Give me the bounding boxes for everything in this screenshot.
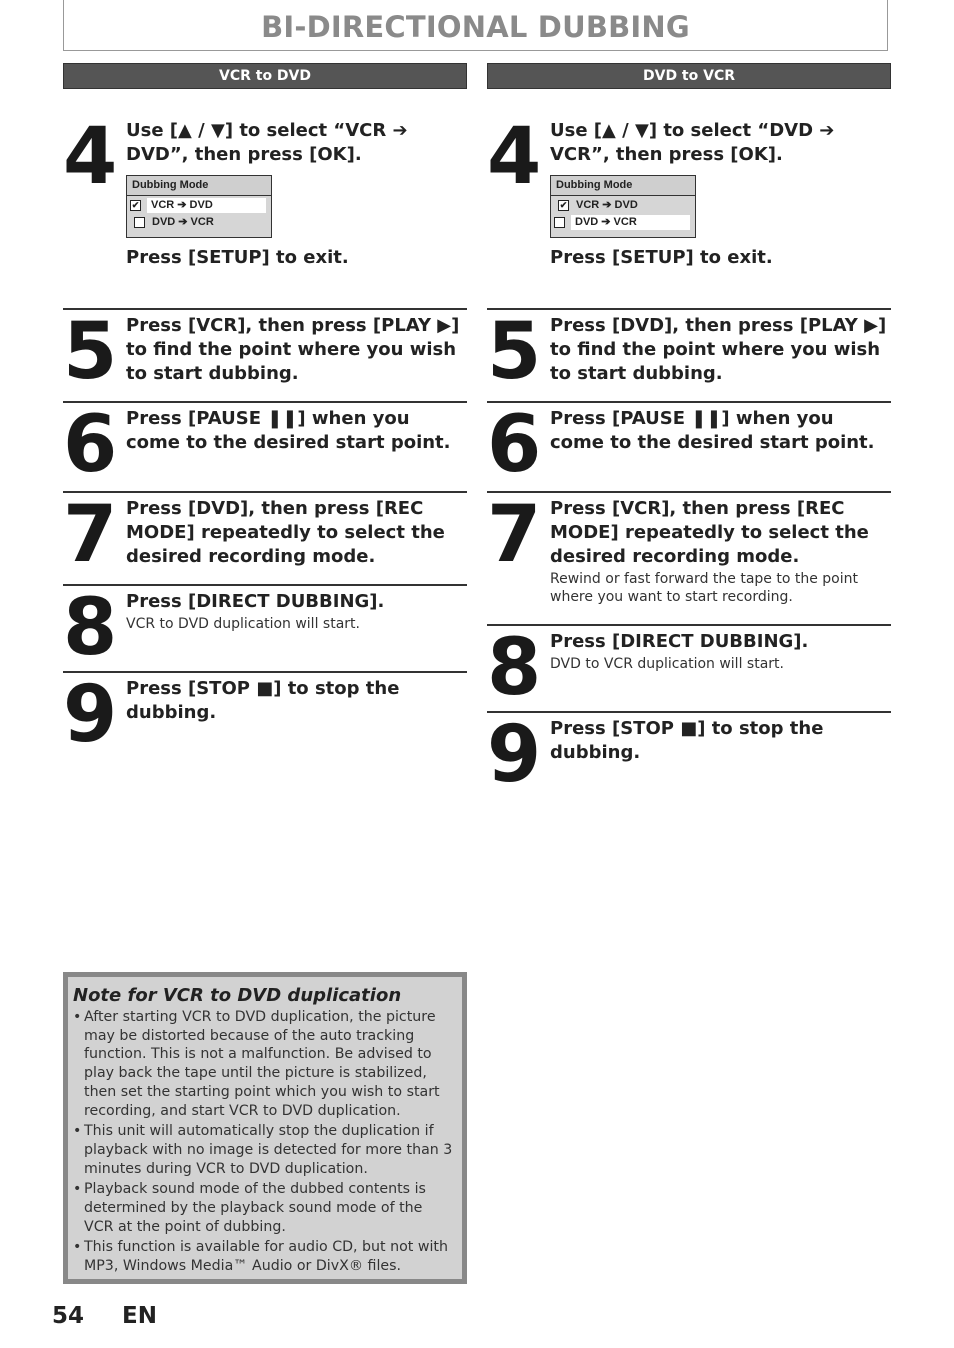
step-instruction: Press [DVD], then press [PLAY ▶] to find the point where you wish to start dubbing. xyxy=(550,315,887,384)
list-item: • This function is available for audio CD, but not with MP3, Windows Media™ Audio or DivX® files. xyxy=(73,1238,454,1275)
checked-checkbox-icon: ✔ xyxy=(559,200,568,210)
menu-option-dvd-to-vcr xyxy=(571,215,690,230)
note-content xyxy=(68,977,462,1279)
column-dvd-to-vcr xyxy=(487,63,891,803)
step-number: 8 xyxy=(487,623,538,713)
menu-option-vcr-to-dvd xyxy=(131,198,266,213)
dubbing-mode-menu xyxy=(126,175,272,238)
step-number: 4 xyxy=(63,112,114,202)
menu-option-label: DVD ➔ VCR xyxy=(575,216,637,228)
step-number: 6 xyxy=(63,400,114,490)
step-note: Rewind or fast forward the tape to the point where you want to start recording. xyxy=(550,571,858,605)
menu-title: Dubbing Mode xyxy=(127,176,271,196)
step-number: 8 xyxy=(63,583,114,673)
menu-option-label: VCR ➔ DVD xyxy=(151,199,213,211)
list-item: • Playback sound mode of the dubbed contents is determined by the playback sound mode of the VCR at the point of dubbing. xyxy=(73,1180,454,1236)
step-instruction: Press [DIRECT DUBBING]. xyxy=(550,631,809,652)
step-number: 5 xyxy=(487,307,538,397)
list-item: • After starting VCR to DVD duplication, the picture may be distorted because of the auto tracking function. This is not a malfunction. Be advised to play back the tape until the picture is stabilized, then set the starting point which you wish to start recording, and start VCR to DVD duplication. xyxy=(73,1008,454,1120)
step-instruction: Use [▲ / ▼] to select “DVD ➔ VCR”, then press [OK]. xyxy=(550,120,835,165)
step-note: DVD to VCR duplication will start. xyxy=(550,656,784,672)
step-instruction: Press [VCR], then press [PLAY ▶] to find the point where you wish to start dubbing. xyxy=(126,315,460,384)
step-instruction: Press [PAUSE ❚❚] when you come to the desired start point. xyxy=(126,408,451,453)
column-vcr-to-dvd xyxy=(63,63,467,763)
step-8 xyxy=(63,583,467,673)
note-list xyxy=(73,1008,454,1276)
step-number: 7 xyxy=(487,490,538,580)
page-title: BI-DIRECTIONAL DUBBING xyxy=(261,10,690,44)
checkbox-icon xyxy=(134,217,145,228)
step-number: 7 xyxy=(63,490,114,580)
step-8 xyxy=(487,623,891,713)
menu-option-label: VCR ➔ DVD xyxy=(576,199,638,211)
step-instruction: Press [PAUSE ❚❚] when you come to the desired start point. xyxy=(550,408,875,453)
menu-option-dvd-to-vcr xyxy=(132,215,266,230)
step-instruction: Press [STOP ■] to stop the dubbing. xyxy=(126,678,400,723)
menu-title: Dubbing Mode xyxy=(551,176,695,196)
step-instruction: Press [VCR], then press [REC MODE] repeatedly to select the desired recording mode. xyxy=(550,498,869,567)
step-number: 6 xyxy=(487,400,538,490)
step-4 xyxy=(487,112,891,310)
step-4 xyxy=(63,112,467,310)
note-box xyxy=(63,972,467,1284)
column-header: DVD to VCR xyxy=(487,63,891,89)
list-item: • This unit will automatically stop the duplication if playback with no image is detected for more than 3 minutes during VCR to DVD duplication. xyxy=(73,1122,454,1178)
note-title: Note for VCR to DVD duplication xyxy=(73,985,402,1006)
step-instruction: Press [DVD], then press [REC MODE] repeatedly to select the desired recording mode. xyxy=(126,498,445,567)
step-note: VCR to DVD duplication will start. xyxy=(126,616,360,632)
exit-instruction: Press [SETUP] to exit. xyxy=(126,247,349,268)
step-number: 4 xyxy=(487,112,538,202)
step-number: 5 xyxy=(63,307,114,397)
step-9 xyxy=(487,710,891,803)
step-instruction: Press [DIRECT DUBBING]. xyxy=(126,591,385,612)
step-6 xyxy=(63,400,467,493)
step-7 xyxy=(63,490,467,586)
step-number: 9 xyxy=(63,670,114,760)
step-instruction: Press [STOP ■] to stop the dubbing. xyxy=(550,718,824,763)
language-label: EN xyxy=(122,1303,157,1329)
exit-instruction: Press [SETUP] to exit. xyxy=(550,247,773,268)
menu-option-label: DVD ➔ VCR xyxy=(152,216,214,228)
step-number: 9 xyxy=(487,710,538,800)
page-number: 54 xyxy=(52,1303,85,1329)
steps-list xyxy=(487,112,891,803)
column-header: VCR to DVD xyxy=(63,63,467,89)
step-6 xyxy=(487,400,891,493)
step-9 xyxy=(63,670,467,763)
checked-checkbox-icon: ✔ xyxy=(131,200,140,210)
step-instruction: Use [▲ / ▼] to select “VCR ➔ DVD”, then press [OK]. xyxy=(126,120,408,165)
checkbox-icon xyxy=(554,217,565,228)
page-footer xyxy=(52,1303,157,1329)
step-5 xyxy=(487,307,891,403)
step-5 xyxy=(63,307,467,403)
dubbing-mode-menu xyxy=(550,175,696,238)
step-7 xyxy=(487,490,891,626)
menu-option-vcr-to-dvd xyxy=(556,198,690,213)
title-frame xyxy=(63,0,888,51)
steps-list xyxy=(63,112,467,763)
